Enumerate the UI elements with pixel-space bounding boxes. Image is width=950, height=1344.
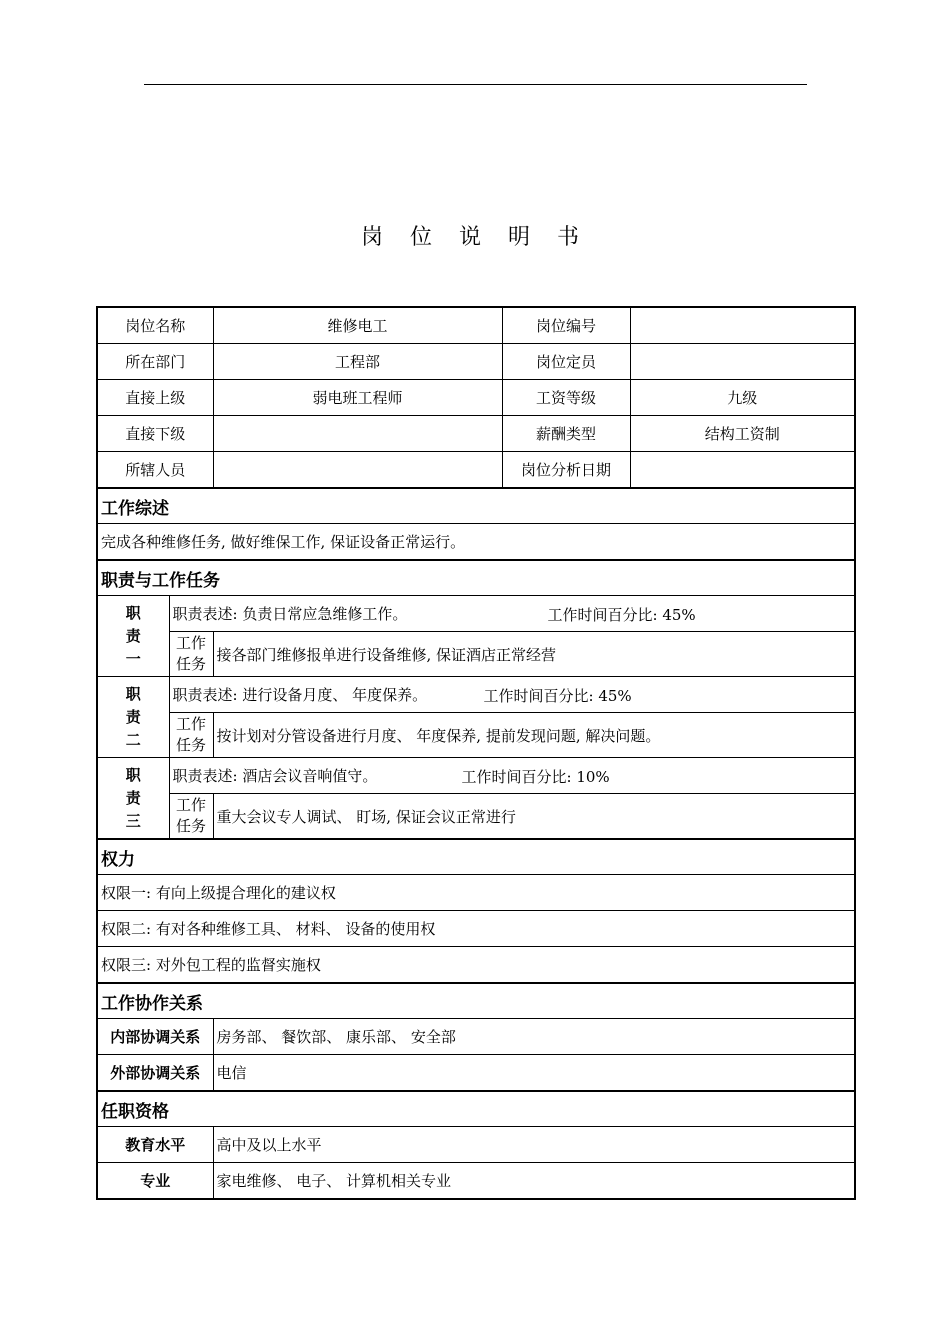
duty-label-char: 职 bbox=[125, 603, 141, 622]
authority-row bbox=[97, 911, 855, 947]
duty-label-char: 责 bbox=[125, 707, 141, 726]
task-label bbox=[169, 794, 213, 840]
basic-value bbox=[630, 452, 855, 489]
duty-label-char: 一 bbox=[125, 649, 141, 668]
major-value: 家电维修、 电子、 计算机相关专业 bbox=[213, 1163, 855, 1200]
section-heading-relations: 工作协作关系 bbox=[97, 983, 855, 1019]
basic-value: 工程部 bbox=[213, 344, 502, 380]
basic-row bbox=[97, 416, 855, 452]
duty-statement: 职责表述: 负责日常应急维修工作。 bbox=[172, 605, 408, 623]
basic-value: 结构工资制 bbox=[630, 416, 855, 452]
duty-statement-cell bbox=[169, 677, 855, 713]
task-label-line: 任务 bbox=[176, 736, 207, 754]
basic-label: 岗位定员 bbox=[502, 344, 630, 380]
authority-row bbox=[97, 947, 855, 984]
qualification-row bbox=[97, 1127, 855, 1163]
relation-row bbox=[97, 1019, 855, 1055]
document-title: 岗 位 说 明 书 bbox=[361, 225, 589, 250]
external-relations-value: 电信 bbox=[213, 1055, 855, 1092]
duty-task-row bbox=[97, 794, 855, 840]
section-heading-qualifications: 任职资格 bbox=[97, 1091, 855, 1127]
section-heading-row bbox=[97, 1091, 855, 1127]
basic-label: 工资等级 bbox=[502, 380, 630, 416]
basic-label: 岗位分析日期 bbox=[502, 452, 630, 489]
basic-value: 九级 bbox=[630, 380, 855, 416]
task-label-line: 工作 bbox=[176, 634, 207, 652]
basic-label: 所在部门 bbox=[97, 344, 213, 380]
duty-label-char: 职 bbox=[125, 684, 141, 703]
basic-row bbox=[97, 344, 855, 380]
education-value: 高中及以上水平 bbox=[213, 1127, 855, 1163]
basic-label: 直接上级 bbox=[97, 380, 213, 416]
section-heading-row bbox=[97, 488, 855, 524]
summary-text: 完成各种维修任务, 做好维保工作, 保证设备正常运行。 bbox=[97, 524, 855, 561]
section-heading-summary: 工作综述 bbox=[97, 488, 855, 524]
duty-label-char: 责 bbox=[125, 626, 141, 645]
duty-task-row bbox=[97, 632, 855, 677]
duty-statement-cell bbox=[169, 596, 855, 632]
header-rule bbox=[144, 84, 807, 85]
basic-label: 直接下级 bbox=[97, 416, 213, 452]
section-heading-row bbox=[97, 839, 855, 875]
duty-label bbox=[97, 677, 169, 758]
authority-item: 权限三: 对外包工程的监督实施权 bbox=[97, 947, 855, 984]
section-heading-row bbox=[97, 560, 855, 596]
basic-row bbox=[97, 307, 855, 344]
basic-value bbox=[630, 307, 855, 344]
duty-label-char: 二 bbox=[125, 730, 141, 749]
duty-statement: 职责表述: 进行设备月度、 年度保养。 bbox=[172, 686, 428, 704]
basic-value bbox=[213, 416, 502, 452]
task-label-line: 任务 bbox=[176, 655, 207, 673]
job-description-table bbox=[96, 306, 856, 1200]
basic-label: 薪酬类型 bbox=[502, 416, 630, 452]
section-heading-duties: 职责与工作任务 bbox=[97, 560, 855, 596]
duty-time-percentage: 工作时间百分比: 10% bbox=[461, 768, 610, 786]
section-heading-authority: 权力 bbox=[97, 839, 855, 875]
duty-label-char: 三 bbox=[125, 811, 141, 830]
basic-label: 岗位名称 bbox=[97, 307, 213, 344]
basic-value: 维修电工 bbox=[213, 307, 502, 344]
duty-statement: 职责表述: 酒店会议音响值守。 bbox=[172, 767, 378, 785]
duty-task: 按计划对分管设备进行月度、 年度保养, 提前发现问题, 解决问题。 bbox=[213, 713, 855, 758]
section-heading-row bbox=[97, 983, 855, 1019]
duty-statement-row bbox=[97, 596, 855, 632]
basic-row bbox=[97, 452, 855, 489]
duty-label-char: 责 bbox=[125, 788, 141, 807]
duty-time-percentage: 工作时间百分比: 45% bbox=[547, 606, 696, 624]
major-label: 专业 bbox=[97, 1163, 213, 1200]
basic-value: 弱电班工程师 bbox=[213, 380, 502, 416]
duty-statement-row bbox=[97, 677, 855, 713]
education-label: 教育水平 bbox=[97, 1127, 213, 1163]
summary-row bbox=[97, 524, 855, 561]
task-label bbox=[169, 713, 213, 758]
basic-label: 岗位编号 bbox=[502, 307, 630, 344]
task-label-line: 任务 bbox=[176, 817, 207, 835]
basic-value bbox=[213, 452, 502, 489]
duty-label bbox=[97, 596, 169, 677]
duty-time-percentage: 工作时间百分比: 45% bbox=[483, 687, 632, 705]
basic-row bbox=[97, 380, 855, 416]
internal-relations-value: 房务部、 餐饮部、 康乐部、 安全部 bbox=[213, 1019, 855, 1055]
duty-statement-row bbox=[97, 758, 855, 794]
relation-row bbox=[97, 1055, 855, 1092]
task-label bbox=[169, 632, 213, 677]
duty-label bbox=[97, 758, 169, 840]
basic-label: 所辖人员 bbox=[97, 452, 213, 489]
internal-relations-label: 内部协调关系 bbox=[97, 1019, 213, 1055]
qualification-row bbox=[97, 1163, 855, 1200]
authority-item: 权限一: 有向上级提合理化的建议权 bbox=[97, 875, 855, 911]
duty-statement-cell bbox=[169, 758, 855, 794]
authority-item: 权限二: 有对各种维修工具、 材料、 设备的使用权 bbox=[97, 911, 855, 947]
basic-value bbox=[630, 344, 855, 380]
task-label-line: 工作 bbox=[176, 796, 207, 814]
duty-label-char: 职 bbox=[125, 765, 141, 784]
task-label-line: 工作 bbox=[176, 715, 207, 733]
duty-task: 重大会议专人调试、 盯场, 保证会议正常进行 bbox=[213, 794, 855, 840]
duty-task: 接各部门维修报单进行设备维修, 保证酒店正常经营 bbox=[213, 632, 855, 677]
authority-row bbox=[97, 875, 855, 911]
external-relations-label: 外部协调关系 bbox=[97, 1055, 213, 1092]
duty-task-row bbox=[97, 713, 855, 758]
